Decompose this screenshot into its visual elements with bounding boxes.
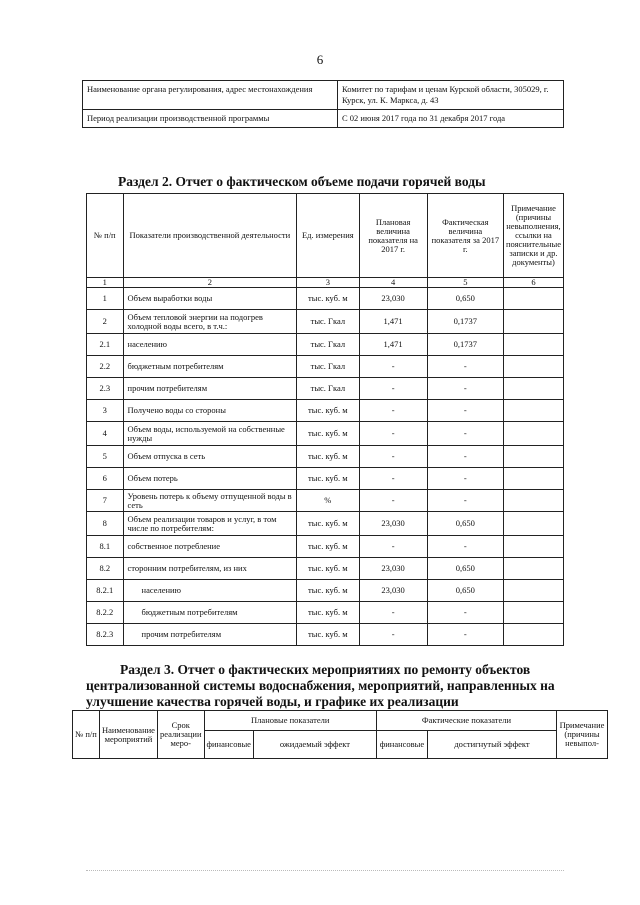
col-number: 1 [87, 278, 124, 288]
cell-name: собственное потребление [123, 536, 297, 558]
table-row [87, 624, 564, 646]
regulator-value: Комитет по тарифам и ценам Курской области, 305029, г. Курск, ул. К. Маркса, д. 43 [338, 81, 564, 110]
cell-plan: - [359, 624, 427, 646]
cell-unit: тыс. куб. м [297, 512, 359, 536]
cell-note [503, 334, 563, 356]
table-row [87, 446, 564, 468]
table-row [87, 378, 564, 400]
cell-num: 3 [87, 400, 124, 422]
cell-fact: - [427, 422, 503, 446]
header-plan-group: Плановые показатели [204, 711, 376, 731]
cell-unit: тыс. куб. м [297, 446, 359, 468]
header-name: Показатели производственной деятельности [123, 194, 297, 278]
cell-note [503, 310, 563, 334]
cell-num: 2 [87, 310, 124, 334]
cell-fact: - [427, 490, 503, 512]
cell-fact: - [427, 446, 503, 468]
col-number: 5 [427, 278, 503, 288]
cell-plan: - [359, 468, 427, 490]
table-row [83, 81, 564, 110]
cell-fact: 0,650 [427, 288, 503, 310]
cell-num: 2.3 [87, 378, 124, 400]
cell-fact: - [427, 468, 503, 490]
cell-num: 4 [87, 422, 124, 446]
header-num: № п/п [87, 194, 124, 278]
cell-fact: - [427, 602, 503, 624]
cell-num: 8.1 [87, 536, 124, 558]
header-term: Срок реализации меро- [157, 711, 204, 759]
table-row [87, 400, 564, 422]
cell-fact: 0,650 [427, 558, 503, 580]
page-number: 6 [316, 52, 324, 67]
table-row [87, 536, 564, 558]
cell-num: 8.2.1 [87, 580, 124, 602]
section3-title [86, 662, 564, 710]
cell-name: Объем тепловой энергии на подогрев холодной воды всего, в т.ч.: [123, 310, 297, 334]
cell-plan: 23,030 [359, 580, 427, 602]
cell-note [503, 356, 563, 378]
cell-unit: тыс. куб. м [297, 580, 359, 602]
cell-name: Получено воды со стороны [123, 400, 297, 422]
table-row [87, 580, 564, 602]
cell-name: Уровень потерь к объему отпущенной воды в сеть [123, 490, 297, 512]
cell-num: 8.2.2 [87, 602, 124, 624]
cell-name: Объем реализации товаров и услуг, в том числе по потребителям: [123, 512, 297, 536]
cell-note [503, 422, 563, 446]
cell-name: Объем воды, используемой на собственные нужды [123, 422, 297, 446]
header-name: Наименование мероприятий [100, 711, 158, 759]
table-row [87, 490, 564, 512]
repair-activities-table [72, 710, 608, 759]
cell-note [503, 536, 563, 558]
cell-unit: тыс. куб. м [297, 536, 359, 558]
cell-num: 2.1 [87, 334, 124, 356]
cell-name: сторонним потребителям, из них [123, 558, 297, 580]
cell-plan: - [359, 378, 427, 400]
table-row [83, 110, 564, 128]
header-plan: Плановая величина показателя на 2017 г. [359, 194, 427, 278]
cell-name: бюджетным потребителям [123, 356, 297, 378]
col-number: 2 [123, 278, 297, 288]
cell-plan: - [359, 422, 427, 446]
cell-note [503, 602, 563, 624]
header-plan-effect: ожидаемый эффект [253, 731, 376, 759]
header-plan-fin: финансовые [204, 731, 253, 759]
header-note: Примечание (причины невыпол- [557, 711, 608, 759]
cell-unit: тыс. куб. м [297, 288, 359, 310]
cell-plan: - [359, 602, 427, 624]
table-row [87, 310, 564, 334]
cell-plan: 23,030 [359, 558, 427, 580]
cell-num: 1 [87, 288, 124, 310]
cell-note [503, 446, 563, 468]
header-fact-group: Фактические показатели [376, 711, 556, 731]
table-row [87, 288, 564, 310]
cell-num: 7 [87, 490, 124, 512]
cell-fact: 0,650 [427, 512, 503, 536]
cell-unit: тыс. Гкал [297, 356, 359, 378]
cell-note [503, 624, 563, 646]
cell-name: бюджетным потребителям [123, 602, 297, 624]
cell-note [503, 558, 563, 580]
table-header-row [73, 711, 608, 731]
regulator-label: Наименование органа регулирования, адрес местонахождения [83, 81, 338, 110]
cell-fact: 0,1737 [427, 334, 503, 356]
cell-unit: тыс. куб. м [297, 602, 359, 624]
table-row [87, 468, 564, 490]
header-unit: Ед. измерения [297, 194, 359, 278]
table-row [87, 334, 564, 356]
cell-unit: % [297, 490, 359, 512]
table-row [87, 422, 564, 446]
cell-fact: 0,1737 [427, 310, 503, 334]
cell-fact: - [427, 536, 503, 558]
cell-note [503, 378, 563, 400]
col-number: 4 [359, 278, 427, 288]
cell-name: Объем потерь [123, 468, 297, 490]
cell-name: Объем отпуска в сеть [123, 446, 297, 468]
hot-water-volume-table [86, 193, 564, 646]
cell-note [503, 288, 563, 310]
table-row [87, 602, 564, 624]
header-fact-effect: достигнутый эффект [427, 731, 556, 759]
table-row [87, 512, 564, 536]
table-row [87, 356, 564, 378]
cell-plan: - [359, 490, 427, 512]
cell-note [503, 580, 563, 602]
header-fact-fin: финансовые [376, 731, 427, 759]
page-bottom-divider [86, 870, 564, 871]
cell-unit: тыс. Гкал [297, 310, 359, 334]
cell-num: 8 [87, 512, 124, 536]
cell-num: 8.2 [87, 558, 124, 580]
cell-name: населению [123, 580, 297, 602]
cell-num: 2.2 [87, 356, 124, 378]
cell-name: прочим потребителям [123, 624, 297, 646]
cell-plan: 1,471 [359, 334, 427, 356]
table-row [87, 558, 564, 580]
cell-unit: тыс. куб. м [297, 624, 359, 646]
cell-plan: - [359, 536, 427, 558]
cell-fact: - [427, 624, 503, 646]
regulator-info-table [82, 80, 564, 128]
col-number: 6 [503, 278, 563, 288]
cell-num: 8.2.3 [87, 624, 124, 646]
cell-plan: - [359, 446, 427, 468]
cell-fact: - [427, 356, 503, 378]
cell-unit: тыс. куб. м [297, 558, 359, 580]
cell-unit: тыс. Гкал [297, 378, 359, 400]
cell-unit: тыс. Гкал [297, 334, 359, 356]
header-note: Примечание (причины невыполнения, ссылки на пояснительные записки и др. документы) [503, 194, 563, 278]
header-fact: Фактическая величина показателя за 2017 г. [427, 194, 503, 278]
cell-plan: 23,030 [359, 288, 427, 310]
cell-note [503, 400, 563, 422]
cell-fact: - [427, 400, 503, 422]
section2-title: Раздел 2. Отчет о фактическом объеме подачи горячей воды [118, 174, 486, 189]
col-number: 3 [297, 278, 359, 288]
cell-note [503, 490, 563, 512]
section3-title-line: централизованной системы водоснабжения, мероприятий, направленных на [86, 678, 555, 693]
cell-name: прочим потребителям [123, 378, 297, 400]
cell-unit: тыс. куб. м [297, 400, 359, 422]
section3-title-line: улучшение качества горячей воды, и графике их реализации [86, 694, 459, 709]
cell-fact: - [427, 378, 503, 400]
cell-note [503, 468, 563, 490]
cell-num: 5 [87, 446, 124, 468]
cell-num: 6 [87, 468, 124, 490]
section3-title-line: Раздел 3. Отчет о фактических мероприятиях по ремонту объектов [120, 662, 531, 677]
cell-unit: тыс. куб. м [297, 468, 359, 490]
period-label: Период реализации производственной программы [83, 110, 338, 128]
cell-plan: - [359, 400, 427, 422]
cell-fact: 0,650 [427, 580, 503, 602]
cell-plan: 1,471 [359, 310, 427, 334]
cell-plan: - [359, 356, 427, 378]
period-value: С 02 июня 2017 года по 31 декабря 2017 года [338, 110, 564, 128]
cell-unit: тыс. куб. м [297, 422, 359, 446]
cell-plan: 23,030 [359, 512, 427, 536]
table-header-row [87, 194, 564, 278]
column-number-row [87, 278, 564, 288]
cell-note [503, 512, 563, 536]
cell-name: Объем выработки воды [123, 288, 297, 310]
cell-name: населению [123, 334, 297, 356]
table-body [87, 288, 564, 646]
header-num: № п/п [73, 711, 100, 759]
